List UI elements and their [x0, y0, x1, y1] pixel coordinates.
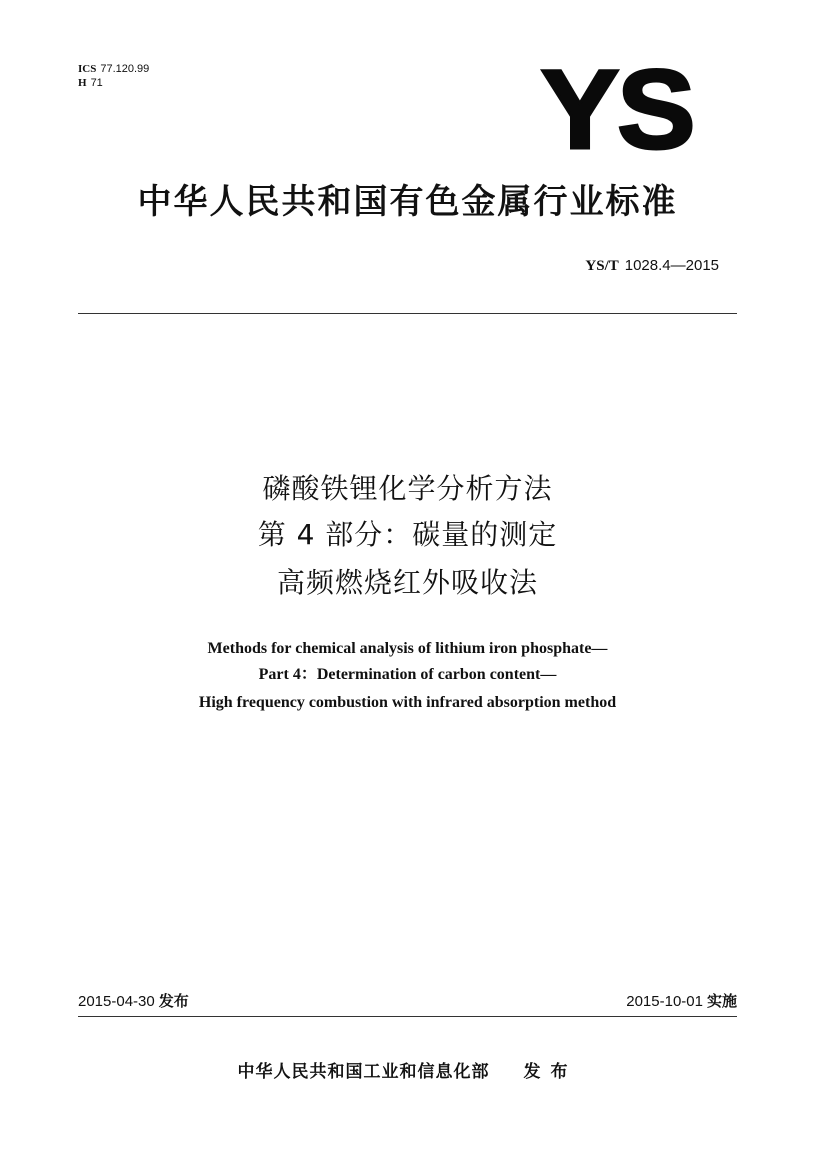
ccs-label: H	[78, 77, 87, 89]
ics-code	[78, 62, 149, 76]
ccs-value: 71	[90, 77, 103, 89]
issue-date	[78, 990, 189, 1011]
standard-number	[585, 257, 719, 275]
effective-date-value: 2015-10-01	[626, 993, 703, 1010]
issue-date-value: 2015-04-30	[78, 993, 155, 1010]
ics-label: ICS	[78, 63, 97, 75]
ys-logo: YS	[540, 47, 693, 172]
classification-codes	[78, 62, 149, 90]
effective-date	[626, 990, 737, 1011]
ccs-code	[78, 76, 149, 90]
top-divider	[78, 313, 737, 314]
english-title-line-3: High frequency combustion with infrared absorption method	[198, 694, 617, 711]
english-title-line-1: Methods for chemical analysis of lithium iron phosphate—	[207, 640, 608, 657]
chinese-title-line-2: 第 4 部分：碳量的测定	[257, 518, 558, 551]
ics-value: 77.120.99	[100, 63, 150, 75]
bottom-divider	[78, 1016, 737, 1017]
issuer-action: 发布	[523, 1062, 578, 1082]
english-title-line-2: Part 4：Determination of carbon content—	[258, 666, 557, 683]
standard-type-title: 中华人民共和国有色金属行业标准	[137, 182, 678, 222]
effective-date-label: 实施	[706, 992, 737, 1010]
issuer-name: 中华人民共和国工业和信息化部	[237, 1062, 490, 1082]
standard-number-value: 1028.4—2015	[624, 257, 719, 274]
standard-number-prefix: YS/T	[585, 258, 619, 274]
issuing-authority	[0, 1057, 815, 1082]
issue-date-label: 发布	[158, 992, 189, 1010]
chinese-title-line-3: 高频燃烧红外吸收法	[276, 566, 538, 599]
chinese-title-line-1: 磷酸铁锂化学分析方法	[262, 472, 553, 505]
